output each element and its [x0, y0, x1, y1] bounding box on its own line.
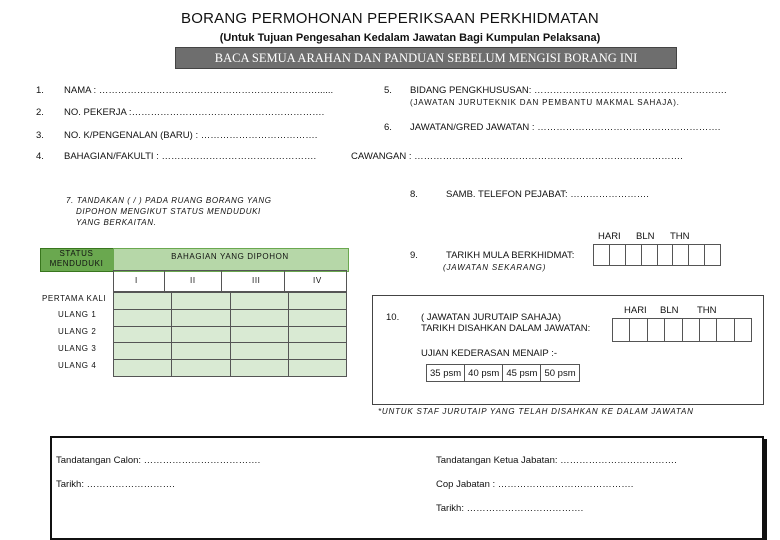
typing-option-45[interactable]: 45 psm	[503, 365, 541, 382]
service-start-date-boxes[interactable]	[593, 244, 721, 266]
column-label-4: IV	[313, 276, 322, 285]
grid-cell[interactable]	[114, 343, 172, 360]
date-header-month: BLN	[636, 231, 655, 242]
grid-cell[interactable]	[172, 326, 230, 343]
grid-cell[interactable]	[114, 360, 172, 377]
grid-cell[interactable]	[288, 309, 346, 326]
column-label-2: II	[190, 276, 196, 285]
grid-divider	[113, 292, 114, 377]
grid-cell[interactable]	[288, 293, 346, 310]
employee-number-field[interactable]: NO. PEKERJA :…………………………………………………….	[64, 107, 325, 118]
grid-cell[interactable]	[114, 293, 172, 310]
candidate-date-field[interactable]: Tarikh: ……………………….	[56, 479, 175, 490]
confirm-date-header-day: HARI	[624, 305, 647, 316]
row-label-repeat-2: ULANG 2	[58, 327, 97, 336]
confirm-date-header-year: THN	[697, 305, 717, 316]
row-label-repeat-4: ULANG 4	[58, 361, 97, 370]
field-4-number: 4.	[36, 151, 44, 162]
page-subtitle: (Untuk Tujuan Pengesahan Kedalam Jawatan Bagi Kumpulan Pelaksana)	[219, 32, 601, 44]
row-label-repeat-3: ULANG 3	[58, 344, 97, 353]
typing-option-50[interactable]: 50 psm	[541, 365, 579, 382]
grid-cell[interactable]	[172, 360, 230, 377]
grid-cell[interactable]	[230, 309, 288, 326]
department-stamp-field[interactable]: Cop Jabatan : …………………………………….	[436, 479, 634, 490]
grid-cell[interactable]	[230, 326, 288, 343]
typist-footnote: *UNTUK STAF JURUTAIP YANG TELAH DISAHKAN KE DALAM JAWATAN	[378, 407, 694, 416]
date-header-year: THN	[670, 231, 690, 242]
service-start-note: (JAWATAN SEKARANG)	[443, 263, 547, 272]
page-title: BORANG PERMOHONAN PEPERIKSAAN PERKHIDMATAN	[181, 10, 599, 27]
field-5-number: 5.	[384, 85, 392, 96]
typing-speed-title: UJIAN KEDERASAN MENAIP :-	[421, 348, 558, 359]
head-date-field[interactable]: Tarikh: ……………………………….	[436, 503, 584, 514]
grid-cell[interactable]	[288, 343, 346, 360]
column-label-3: III	[252, 276, 261, 285]
field-1-number: 1.	[36, 85, 44, 96]
confirmation-date-boxes[interactable]	[612, 318, 752, 342]
typing-option-40[interactable]: 40 psm	[465, 365, 503, 382]
service-start-label: TARIKH MULA BERKHIDMAT:	[446, 250, 575, 261]
field-9-number: 9.	[410, 250, 418, 261]
instruction-banner: BACA SEMUA ARAHAN DAN PANDUAN SEBELUM MENGISI BORANG INI	[175, 47, 677, 69]
instruction-line-1: 7. TANDAKAN ( / ) PADA RUANG BORANG YANG	[66, 196, 272, 205]
grid-cell[interactable]	[114, 326, 172, 343]
specialization-note: (JAWATAN JURUTEKNIK DAN PEMBANTU MAKMAL SAHAJA).	[410, 98, 680, 107]
column-header-row	[113, 270, 347, 292]
instruction-line-2: DIPOHON MENGIKUT STATUS MENDUDUKI	[76, 207, 261, 216]
row-label-first-attempt: PERTAMA KALI	[42, 294, 107, 303]
candidate-signature-field[interactable]: Tandatangan Calon: ……………………………….	[56, 455, 261, 466]
field-8-number: 8.	[410, 189, 418, 200]
branch-field[interactable]: CAWANGAN : ………………………………………………………………………….	[351, 151, 683, 162]
name-field[interactable]: NAMA : ……………………………………………………………......	[64, 85, 334, 96]
row-label-repeat-1: ULANG 1	[58, 310, 97, 319]
ic-number-field[interactable]: NO. K/PENGENALAN (BARU) : ……………………………….	[64, 130, 318, 141]
field-6-number: 6.	[384, 122, 392, 133]
field-3-number: 3.	[36, 130, 44, 141]
grid-cell[interactable]	[172, 293, 230, 310]
grid-cell[interactable]	[230, 360, 288, 377]
grid-cell[interactable]	[230, 343, 288, 360]
position-grade-field[interactable]: JAWATAN/GRED JAWATAN : ………………………………………………….	[410, 122, 721, 133]
grid-cell[interactable]	[288, 326, 346, 343]
phone-extension-field[interactable]: SAMB. TELEFON PEJABAT: …………………….	[446, 189, 649, 200]
field-10-number: 10.	[386, 312, 400, 323]
typing-speed-options	[426, 364, 580, 382]
grid-cell[interactable]	[172, 309, 230, 326]
typing-option-35[interactable]: 35 psm	[427, 365, 465, 382]
column-label-1: I	[135, 276, 138, 285]
section-header-label: BAHAGIAN YANG DIPOHON	[171, 252, 289, 261]
faculty-field[interactable]: BAHAGIAN/FAKULTI : ………………………………………….	[64, 151, 317, 162]
specialization-field[interactable]: BIDANG PENGKHUSUSAN: …………………………………………………….	[410, 85, 727, 96]
grid-cell[interactable]	[172, 343, 230, 360]
status-header-label: STATUS MENDUDUKI	[49, 249, 104, 268]
head-signature-field[interactable]: Tandatangan Ketua Jabatan: ……………………………….	[436, 455, 677, 466]
confirmation-date-label: TARIKH DISAHKAN DALAM JAWATAN:	[421, 323, 591, 334]
grid-cell[interactable]	[288, 360, 346, 377]
field-2-number: 2.	[36, 107, 44, 118]
date-header-day: HARI	[598, 231, 621, 242]
grid-cell[interactable]	[230, 293, 288, 310]
confirm-date-header-month: BLN	[660, 305, 679, 316]
grid-cell[interactable]	[114, 309, 172, 326]
typist-only-label: ( JAWATAN JURUTAIP SAHAJA)	[421, 312, 562, 323]
instruction-line-3: YANG BERKAITAN.	[76, 218, 157, 227]
